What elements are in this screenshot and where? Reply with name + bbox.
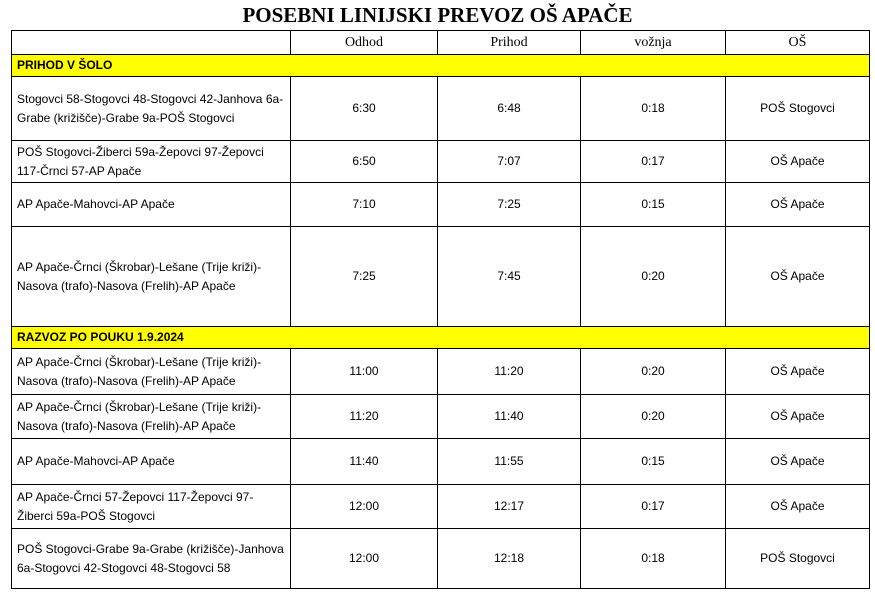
route-cell: AP Apače-Črnci (Škrobar)-Lešane (Trije križi)-Nasova (trafo)-Nasova (Frelih)-AP Apače	[12, 227, 291, 327]
voznja-cell: 0:18	[581, 77, 726, 141]
prihod-cell: 7:45	[438, 227, 581, 327]
os-cell: OŠ Apače	[726, 485, 870, 529]
table-row	[12, 485, 870, 529]
prihod-cell: 11:20	[438, 349, 581, 395]
route-cell: Stogovci 58-Stogovci 48-Stogovci 42-Janhova 6a-Grabe (križišče)-Grabe 9a-POŠ Stogovci	[12, 77, 291, 141]
voznja-cell: 0:20	[581, 395, 726, 439]
prihod-cell: 12:17	[438, 485, 581, 529]
os-cell: OŠ Apače	[726, 141, 870, 183]
os-cell: OŠ Apače	[726, 183, 870, 227]
odhod-cell: 11:00	[291, 349, 438, 395]
schedule-table	[11, 30, 870, 589]
header-prihod: Prihod	[438, 31, 581, 55]
header-os: OŠ	[726, 31, 870, 55]
route-cell: AP Apače-Črnci 57-Žepovci 117-Žepovci 97-Žiberci 59a-POŠ Stogovci	[12, 485, 291, 529]
route-cell: POŠ Stogovci-Žiberci 59a-Žepovci 97-Žepovci 117-Črnci 57-AP Apače	[12, 141, 291, 183]
header-odhod: Odhod	[291, 31, 438, 55]
table-row	[12, 349, 870, 395]
odhod-cell: 11:40	[291, 439, 438, 485]
prihod-cell: 7:07	[438, 141, 581, 183]
voznja-cell: 0:17	[581, 485, 726, 529]
odhod-cell: 12:00	[291, 529, 438, 589]
os-cell: POŠ Stogovci	[726, 529, 870, 589]
section-row-razvoz	[12, 327, 870, 349]
odhod-cell: 12:00	[291, 485, 438, 529]
voznja-cell: 0:20	[581, 227, 726, 327]
os-cell: POŠ Stogovci	[726, 77, 870, 141]
prihod-cell: 12:18	[438, 529, 581, 589]
route-cell: AP Apače-Mahovci-AP Apače	[12, 439, 291, 485]
os-cell: OŠ Apače	[726, 349, 870, 395]
table-row	[12, 395, 870, 439]
odhod-cell: 6:50	[291, 141, 438, 183]
page-title: POSEBNI LINIJSKI PREVOZ OŠ APAČE	[242, 3, 633, 27]
table-row	[12, 529, 870, 589]
prihod-cell: 7:25	[438, 183, 581, 227]
voznja-cell: 0:15	[581, 183, 726, 227]
odhod-cell: 7:10	[291, 183, 438, 227]
header-route	[12, 31, 291, 55]
table-row	[12, 439, 870, 485]
prihod-cell: 11:55	[438, 439, 581, 485]
voznja-cell: 0:17	[581, 141, 726, 183]
route-cell: AP Apače-Mahovci-AP Apače	[12, 183, 291, 227]
os-cell: OŠ Apače	[726, 227, 870, 327]
voznja-cell: 0:18	[581, 529, 726, 589]
table-row	[12, 77, 870, 141]
route-cell: AP Apače-Črnci (Škrobar)-Lešane (Trije križi)-Nasova (trafo)-Nasova (Frelih)-AP Apače	[12, 395, 291, 439]
table-row	[12, 227, 870, 327]
odhod-cell: 7:25	[291, 227, 438, 327]
section-label: RAZVOZ PO POUKU 1.9.2024	[12, 327, 870, 349]
route-cell: POŠ Stogovci-Grabe 9a-Grabe (križišče)-Janhova 6a-Stogovci 42-Stogovci 48-Stogovci 58	[12, 529, 291, 589]
table-row	[12, 183, 870, 227]
section-row-prihod	[12, 55, 870, 77]
prihod-cell: 11:40	[438, 395, 581, 439]
odhod-cell: 6:30	[291, 77, 438, 141]
voznja-cell: 0:15	[581, 439, 726, 485]
header-row	[12, 31, 870, 55]
os-cell: OŠ Apače	[726, 439, 870, 485]
voznja-cell: 0:20	[581, 349, 726, 395]
odhod-cell: 11:20	[291, 395, 438, 439]
os-cell: OŠ Apače	[726, 395, 870, 439]
header-voznja: vožnja	[581, 31, 726, 55]
section-label: PRIHOD V ŠOLO	[12, 55, 870, 77]
route-cell: AP Apače-Črnci (Škrobar)-Lešane (Trije križi)-Nasova (trafo)-Nasova (Frelih)-AP Apače	[12, 349, 291, 395]
table-row	[12, 141, 870, 183]
prihod-cell: 6:48	[438, 77, 581, 141]
